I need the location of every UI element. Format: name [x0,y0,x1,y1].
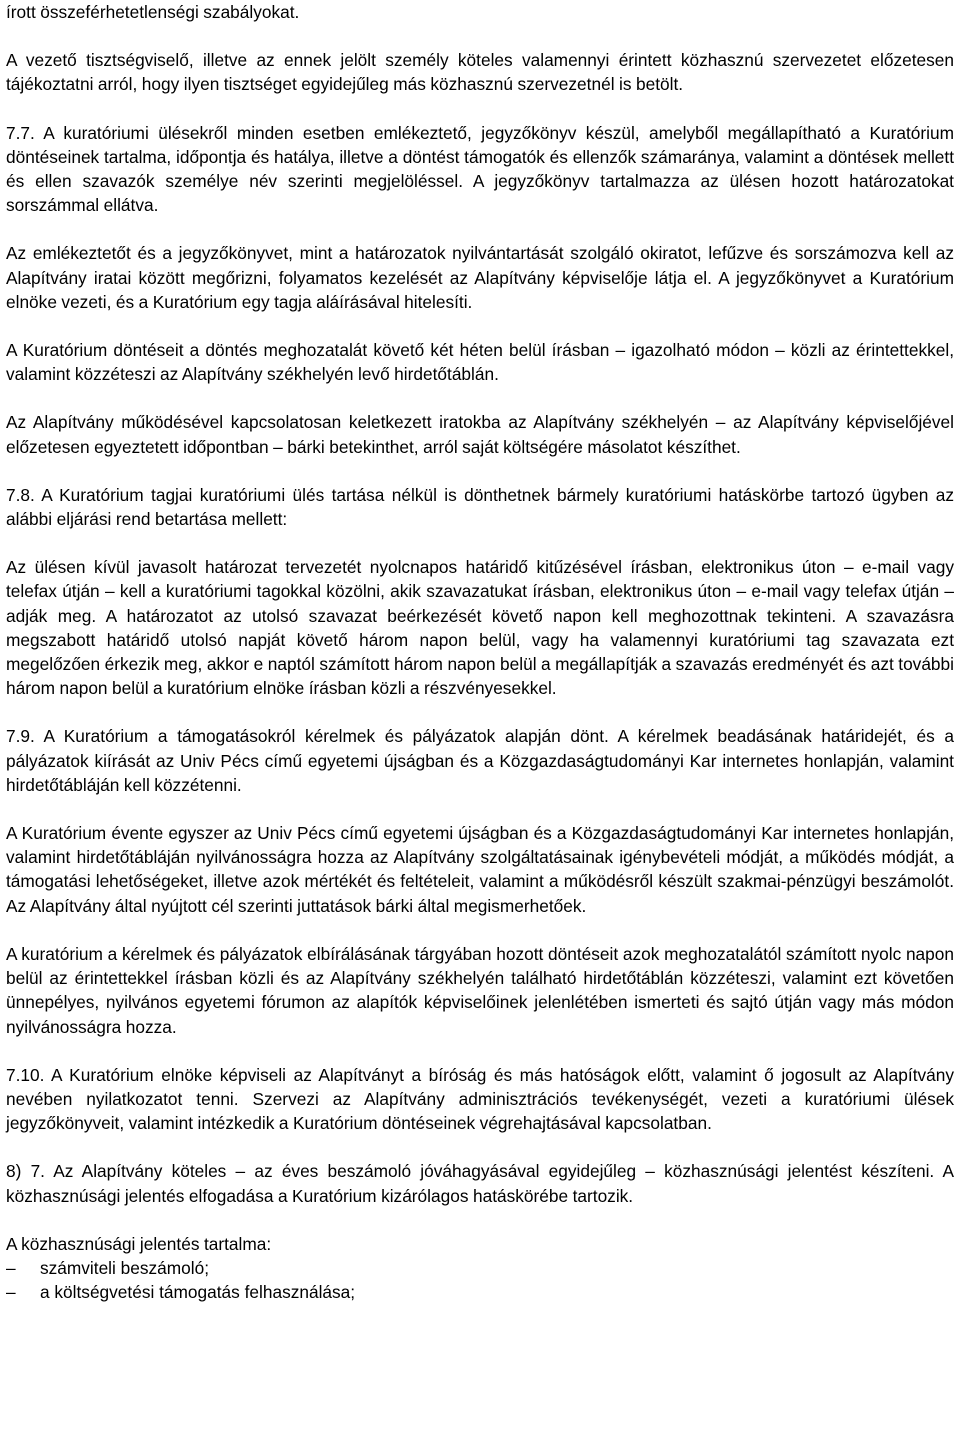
list-item-text: a költségvetési támogatás felhasználása; [40,1282,356,1303]
report-contents-list [6,1256,954,1304]
dash-bullet-icon: – [6,1257,16,1278]
paragraph-document-access: Az Alapítvány működésével kapcsolatosan keletkezett iratokba az Alapítvány székhelyén – az Alapítvány képviselőjével előzetesen egyeztetett időpontban – bárki betekinthet, arról saját költségére másolatot készíthet. [6,412,954,457]
paragraph-8-7: 8) 7. Az Alapítvány köteles – az éves beszámoló jóváhagyásával egyidejűleg – közhasznúsági jelentést készíteni. A közhasznúsági jelentés elfogadása a Kuratórium kizárólagos hatáskörébe tartozik. [6,1161,954,1206]
dash-bullet-icon: – [6,1282,16,1303]
paragraph-7-7: 7.7. A kuratóriumi ülésekről minden esetben emlékeztető, jegyzőkönyv készül, amelyből megállapítható a Kuratórium döntéseinek tartalma, időpontja és hatálya, illetve a döntést támogatók és ellenzők számaránya, valamint a döntések mellett és ellen szavazók személye név szerinti megjelöléssel. A jegyzőkönyv tartalmazza az ülésen hozott határozatokat sorszámmal ellátva. [6,122,954,216]
paragraph-application-results: A kuratórium a kérelmek és pályázatok elbírálásának tárgyában hozott döntéseit azok meghozatalától számított nyolc napon belül az érintettekkel írásban közli és az Alapítvány székhelyén található hirdetőtáblán közzéteszi, valamint ezt követően ünnepélyes, nyilvános egyetemi fórumon az alapítók képviselőinek jelenlétében ismerteti és sajtó útján vagy más módon nyilvánosságra hozza. [6,943,954,1037]
paragraph-7-8: 7.8. A Kuratórium tagjai kuratóriumi ülés tartása nélkül is dönthetnek bármely kuratóriumi hatáskörbe tartozó ügyben az alábbi eljárási rend betartása mellett: [6,484,954,530]
paragraph-minutes-filing: Az emlékeztetőt és a jegyzőkönyvet, mint a határozatok nyilvántartását szolgáló okiratot, lefűzve és sorszámozva kell az Alapítvány iratai között megőrizni, folyamatos kezelését az Alapítvány képviselője látja el. A jegyzőkönyvet a Kuratórium elnöke vezeti, és a Kuratórium egy tagja aláírásával hitelesíti. [6,243,954,312]
paragraph-7-10: 7.10. A Kuratórium elnöke képviseli az Alapítványt a bíróság és más hatóságok előtt, valamint ő jogosult az Alapítvány nevében nyilatkozatot tenni. Szervezi az Alapítvány adminisztrációs tevékenységét, vezeti a kuratóriumi ülések jegyzőkönyveit, valamint intézkedik a Kuratórium döntéseinek végrehajtásával kapcsolatban. [6,1064,954,1134]
list-item [6,1280,954,1304]
paragraph-annual-publication: A Kuratórium évente egyszer az Univ Pécs című egyetemi újságban és a Közgazdaságtudományi Kar internetes honlapján, valamint hirdetőtábláján nyilvánosságra hozza az Alapítvány szolgáltatásainak igénybevételi módját, a működés módját, a támogatási lehetőségeket, illetve azok mértékét és feltételeit, valamint a működésről készült szakmai-pénzügyi beszámolót. Az Alapítvány által nyújtott cél szerinti juttatások bárki által megismerhetőek. [6,823,954,916]
paragraph-7-9: 7.9. A Kuratórium a támogatásokról kérelmek és pályázatok alapján dönt. A kérelmek beadásának határidejét, és a pályázatok kiírását az Univ Pécs című egyetemi újságban és a Közgazdaságtudományi Kar internetes honlapján, valamint hirdetőtábláján kell közzétenni. [6,726,954,795]
paragraph-officer-notice: A vezető tisztségviselő, illetve az ennek jelölt személy köteles valamennyi érintett közhasznú szervezetet előzetesen tájékoztatni arról, hogy ilyen tisztséget egyidejűleg más közhasznú szervezetnél is betölt. [6,50,954,95]
document-page [6,0,954,1304]
paragraph-report-contents-heading: A közhasznúsági jelentés tartalma: [6,1233,272,1254]
list-item [6,1256,954,1280]
list-item-text: számviteli beszámoló; [40,1257,210,1278]
paragraph-remote-voting: Az ülésen kívül javasolt határozat tervezetét nyolcnapos határidő kitűzésével írásban, elektronikus úton – e-mail vagy telefax útján – kell a kuratóriumi tagokkal közölni, akik szavazatukat írásban, elektronikus úton – e-mail vagy telefax útján – adják meg. A határozatot az utolsó szavazat beérkezését követő napon kell meghozottnak tekinteni. A szavazásra megszabott határidő utolsó napját követő három napon belül, vagy ha valamennyi kuratóriumi tag szavazata ezt megelőzően érkezik meg, akkor e naptól számított három napon belül a megállapítják a szavazás eredményét és azt további három napon belül a kuratórium elnöke írásban közli a részvényesekkel. [6,557,954,699]
paragraph-continuation: írott összeférhetetlenségi szabályokat. [6,2,300,22]
paragraph-decision-notice: A Kuratórium döntéseit a döntés meghozatalát követő két héten belül írásban – igazolható módon – közli az érintettekkel, valamint közzéteszi az Alapítvány székhelyén levő hirdetőtáblán. [6,340,954,385]
